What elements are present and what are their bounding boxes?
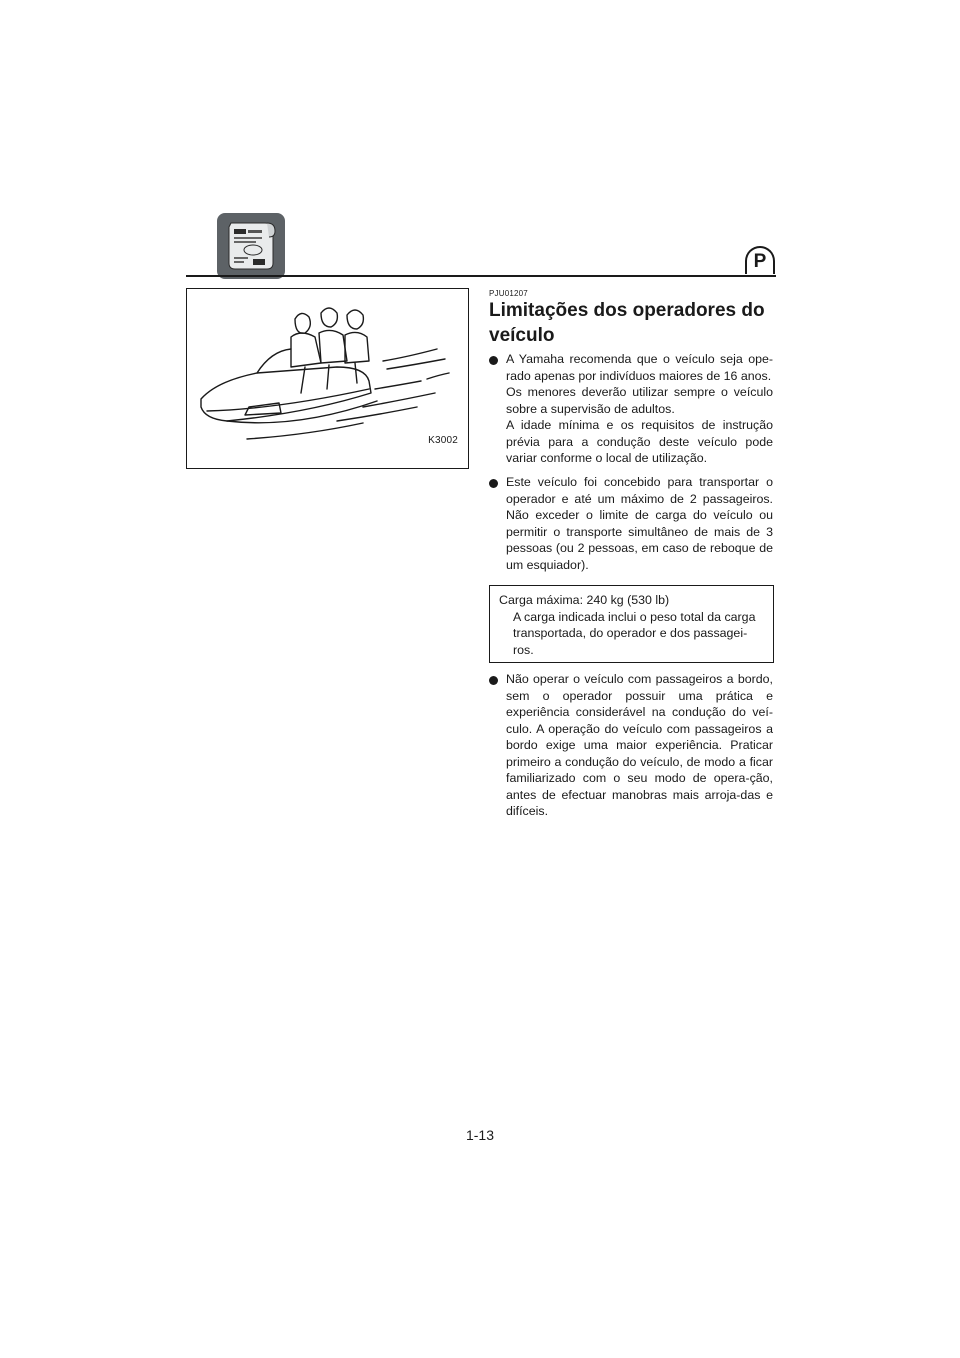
- watercraft-riders-illustration: [187, 289, 467, 467]
- figure-label: K3002: [428, 435, 458, 446]
- bullet-icon: [489, 356, 498, 365]
- bullet-icon: [489, 676, 498, 685]
- figure-frame: [186, 288, 469, 469]
- paragraph: A Yamaha recomenda que o veículo seja ope-rado apenas por indivíduos maiores de 16 anos.: [506, 352, 773, 383]
- paragraph: Este veículo foi concebido para transportar o operador e até um máximo de 2 passageiros. Não exceder o limite de carga do veículo ou permitir o transporte simultâneo de mais de 3 pessoas (ou 2 pessoas, em caso de reboque de um esquiador).: [506, 475, 773, 572]
- paragraph: Os menores deverão utilizar sempre o veículo sobre a supervisão de adultos.: [506, 385, 773, 416]
- list-item: [489, 351, 773, 467]
- spec-note: A carga indicada inclui o peso total da carga transportada, do operador e dos passagei-ros.: [513, 609, 756, 657]
- paragraph: A idade mínima e os requisitos de instrução prévia para a condução deste veículo pode variar conforme o local de utilização.: [506, 418, 773, 465]
- manual-document-icon: [217, 213, 285, 279]
- bullet-icon: [489, 479, 498, 488]
- paragraph: Não operar o veículo com passageiros a bordo, sem o operador possuir uma prática e experiência considerável na condução do veí-culo. A operação do veículo com passageiros a bordo exige uma maior experiência. Praticar primeiro a condução do veículo, de modo a ficar familiarizado com o seu modo de opera-ção, antes de efectuar manobras mais arroja-das e difíceis.: [506, 672, 773, 818]
- list-item: [489, 474, 773, 573]
- section-title: Limitações dos operadores do veículo: [489, 300, 765, 346]
- spec-box: [489, 585, 774, 663]
- page-number: 1-13: [465, 1127, 495, 1143]
- list-item: [489, 671, 773, 820]
- language-badge: P: [745, 246, 775, 274]
- spec-label: Carga máxima: 240 kg (530 lb): [499, 593, 670, 607]
- section-code: PJU01207: [489, 289, 528, 298]
- header-rule: [186, 275, 776, 277]
